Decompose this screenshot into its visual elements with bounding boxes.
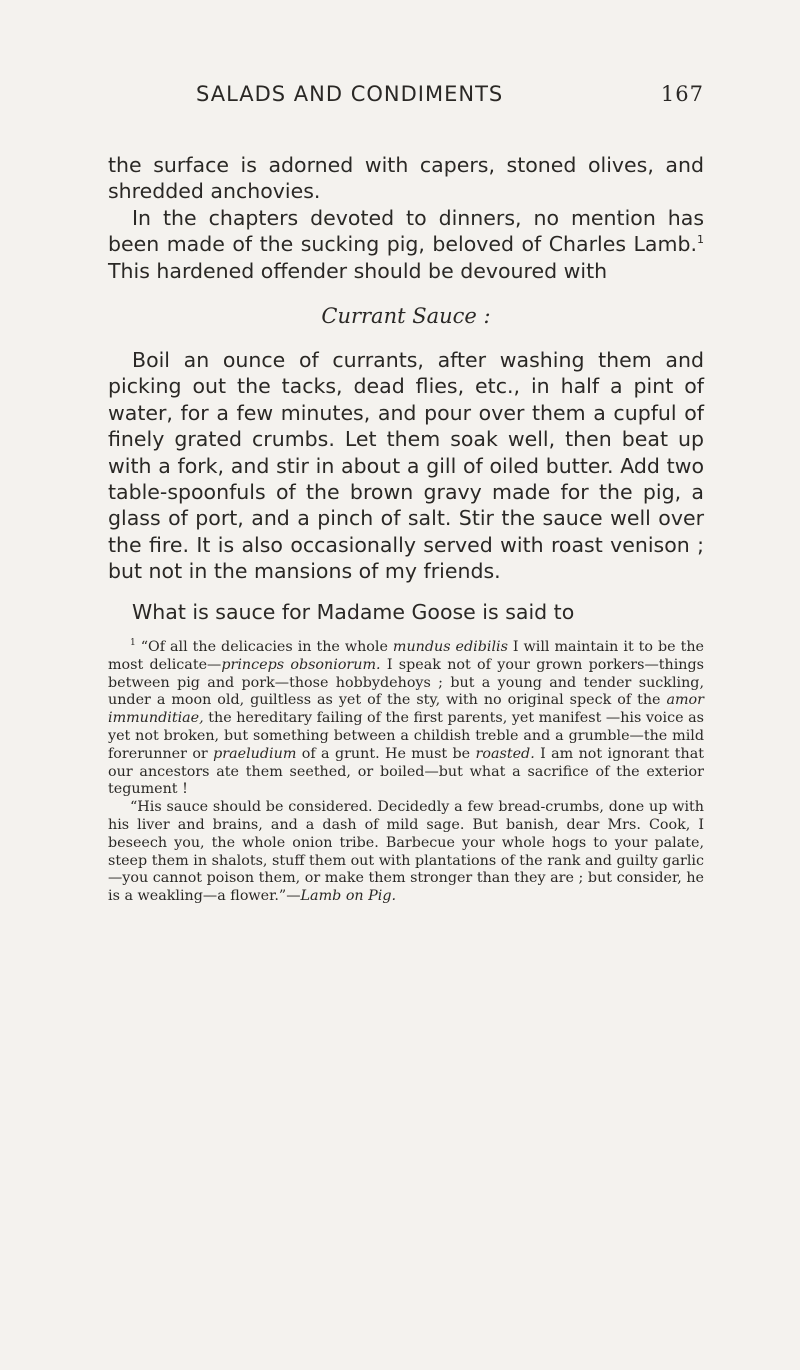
footnote-text: of a grunt. He must be [296,745,476,762]
footnote-italic: princeps obsoniorum. [221,656,381,673]
running-head-title: SALADS AND CONDIMENTS [196,82,504,106]
footnote-italic: roasted. [475,745,535,762]
footnote-text: I am not ignorant that our ancestors ate them seethed, or boiled—but what a sacrifice of the exterior tegument ! [108,745,704,798]
running-head [108,82,704,122]
footnote-text: the hereditary failing of the first parents, yet manifest —his voice as yet not broken, but something between a childish treble and a grumble—the mild forerunner or [108,710,704,762]
footnote-reference: 1 [697,233,704,247]
recipe-paragraph: Boil an ounce of currants, after washing them and picking out the tacks, dead flies, etc., in half a pint of water, for a few minutes, and pour over them a cupful of finely grated crumbs. Let them soak well, then beat up with a fork, and stir in about a gill of oiled butter. Add two table-spoonfuls of the brown gravy made for the pig, a glass of port, and a pinch of salt. Stir the sauce well over the fire. It is also occasionally served with roast venison ; but not in the mansions of my friends. [108,348,704,584]
paragraph-sucking-pig [108,205,704,284]
recipe-heading: Currant Sauce : [321,304,491,329]
footnote-section [108,639,704,906]
footnote-attribution: Lamb on Pig. [300,888,397,905]
paragraph-madame-goose: What is sauce for Madame Goose is said to [132,599,575,624]
paragraph-continued: the surface is adorned with capers, stoned olives, and shredded anchovies. [108,153,704,204]
footnote-paragraph-2 [108,799,704,906]
page-number: 167 [660,82,704,106]
footnote-paragraph-1 [108,639,704,799]
paragraph-sucking-pig-text-cont: This hardened offender should be devoured with [108,258,608,283]
paragraph-sucking-pig-text: In the chapters devoted to dinners, no mention has been made of the sucking pig, beloved of Charles Lamb. [108,205,704,257]
footnote-text: I speak not of your grown porkers—things between pig and pork—those hobbydehoys ; but a young and tender suckling, under a moon old, guiltless as yet of the sty, with no original speck of the [108,656,704,709]
book-page [108,82,704,906]
footnote-italic: amor immunditiae, [108,692,704,727]
footnote-text: “Of all the delicacies in the whole [140,639,393,656]
footnote-text: “His sauce should be considered. Decidedly a few bread-crumbs, done up with his liver and brains, and a dash of mild sage. But banish, dear Mrs. Cook, I beseech you, the whole onion tribe. Barbecue your whole hogs to your palate, steep them in shalots, stuff them out with plantations of the rank and guilty garlic—you cannot poison them, or make them stronger than they are ; but consider, he is a weakling—a flower.”— [108,799,704,905]
footnote-marker: 1 [130,638,136,649]
footnote-italic: praeludium [213,745,297,762]
footnote-italic: mundus edibilis [392,639,508,656]
footnote-text: I will maintain it to be the most delicate— [108,639,704,673]
